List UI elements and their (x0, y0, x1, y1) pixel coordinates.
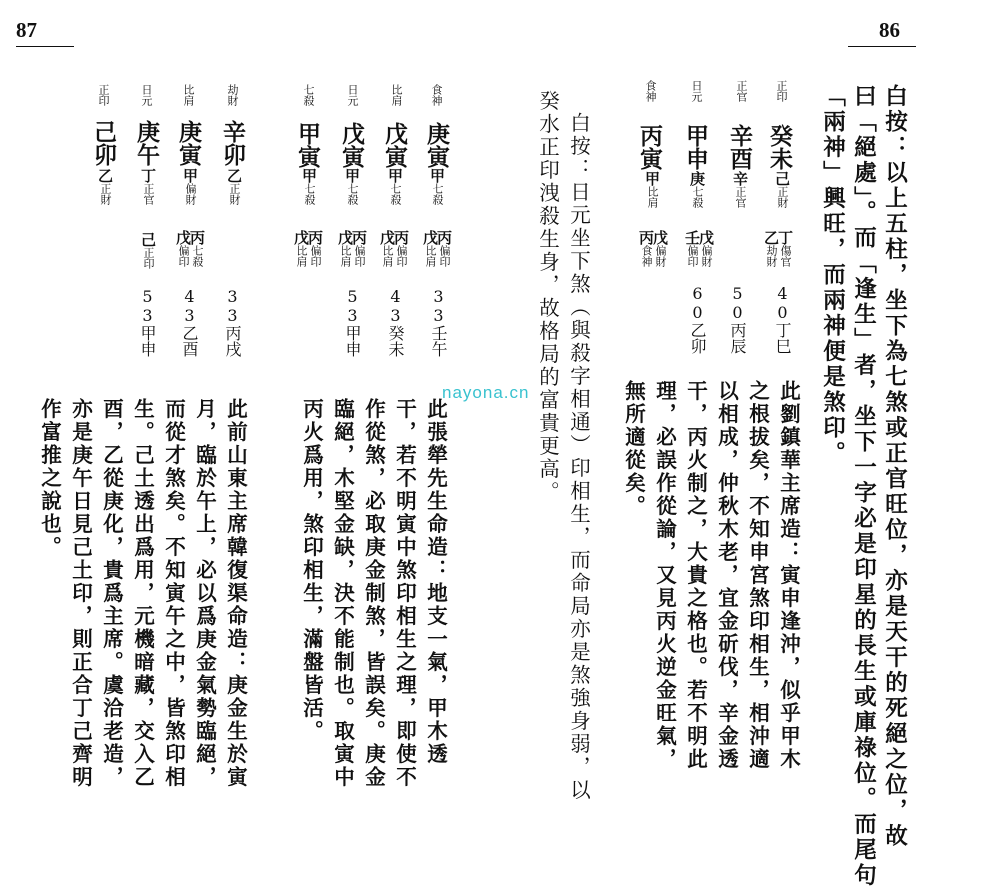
hidden-stem: 丙偏印 (435, 230, 453, 267)
pillar-label: 劫財 (226, 84, 239, 106)
commentary-line: 理，必誤作從論，又見丙火逆金旺氣， (652, 380, 677, 771)
hidden-stem: 甲七殺 (300, 168, 318, 205)
left-header-rule (16, 46, 74, 47)
hidden-stem: 己正印 (139, 232, 157, 269)
commentary-line: 癸水正印洩殺生身，故格局的富貴更高。 (535, 90, 560, 504)
hidden-stem: 乙正財 (96, 168, 114, 205)
commentary-line: 臨絕，木堅金缺，決不能制也。取寅中 (330, 398, 355, 789)
commentary-line: 以相成，仲秋木老，宜金斫伐，辛金透 (714, 380, 739, 771)
pillar-stem-branch: 戊寅 (338, 122, 365, 168)
commentary-line: 此劉鎮華主席造：寅申逢沖，似乎甲木 (776, 380, 801, 771)
pillar-stem-branch: 丙寅 (636, 124, 663, 170)
hidden-stem: 甲七殺 (386, 168, 404, 205)
pillar-label: 食神 (644, 80, 657, 102)
commentary-line: 作從煞，必取庚金制煞，皆誤矣。庚金 (361, 398, 386, 789)
hidden-stem: 辛正官 (731, 171, 749, 208)
pillar-stem-branch: 甲寅 (294, 122, 321, 168)
commentary-line: 而從才煞矣。不知寅午之中，皆煞印相 (161, 398, 186, 789)
hidden-stem: 丁傷官 (776, 230, 794, 267)
intro-line: 曰「絕處」。而「逢生」者，坐下一字必是印星的長生或庫祿位。而尾句 (850, 84, 877, 889)
luck-period: 40丁巳 (773, 284, 792, 354)
hidden-stem: 壬偏印 (683, 230, 701, 267)
luck-period: 33丙戌 (223, 287, 242, 357)
hidden-stem: 戊比肩 (378, 230, 396, 267)
pillar-label: 正印 (97, 84, 110, 106)
luck-period: 53甲申 (343, 287, 362, 357)
luck-period: 50丙辰 (728, 284, 747, 354)
hidden-stem: 戊偏財 (651, 230, 669, 267)
pillar-label: 食神 (430, 84, 443, 106)
commentary-line: 亦是庚午日見己土印，則正合丁己齊明 (68, 398, 93, 789)
hidden-stem: 戊偏財 (697, 230, 715, 267)
hidden-stem: 丙七殺 (188, 230, 206, 267)
commentary-line: 此前山東主席韓復渠命造：庚金生於寅 (223, 398, 248, 789)
hidden-stem: 甲比肩 (643, 171, 661, 208)
pillar-label: 比肩 (182, 84, 195, 106)
hidden-stem: 丙偏印 (306, 230, 324, 267)
hidden-stem: 戊比肩 (421, 230, 439, 267)
hidden-stem: 戊偏印 (174, 230, 192, 267)
hidden-stem: 甲七殺 (428, 168, 446, 205)
commentary-line: 干，若不明寅中煞印相生之理，即使不 (392, 398, 417, 789)
commentary-line: 此張犖先生命造：地支一氣，甲木透 (423, 398, 448, 766)
hidden-stem: 甲偏財 (181, 168, 199, 205)
pillar-stem-branch: 己卯 (90, 120, 117, 166)
commentary-line: 干，丙火制之，大貴之格也。若不明此 (683, 380, 708, 771)
hidden-stem: 丙食神 (637, 230, 655, 267)
luck-period: 53甲申 (138, 287, 157, 357)
intro-line: 「兩神」興旺，而兩神便是煞印。 (819, 84, 846, 467)
commentary-line: 生。己土透出爲用，元機暗藏，交入乙 (130, 398, 155, 789)
pillar-stem-branch: 庚午 (133, 120, 160, 166)
hidden-stem: 戊比肩 (336, 230, 354, 267)
commentary-line: 作富推之說也。 (37, 398, 62, 559)
pillar-stem-branch: 辛酉 (726, 124, 753, 170)
commentary-line: 酉，乙從庚化，貴爲主席。虞洽老造， (99, 398, 124, 789)
hidden-stem: 甲七殺 (343, 168, 361, 205)
pillar-label: 正官 (735, 80, 748, 102)
commentary-line: 月，臨於午上，必以爲庚金氣勢臨絕， (192, 398, 217, 789)
right-header-rule (848, 46, 916, 47)
pillar-stem-branch: 庚寅 (423, 122, 450, 168)
right-page-number: 86 (879, 18, 900, 42)
pillar-label: 日元 (690, 80, 703, 102)
pillar-stem-branch: 辛卯 (219, 120, 246, 166)
commentary-line: 白按：日元坐下煞（與殺字相通）印相生，而命局亦是煞強身弱，以 (566, 112, 591, 802)
pillar-stem-branch: 癸未 (766, 124, 793, 170)
luck-period: 43乙酉 (180, 287, 199, 357)
hidden-stem: 乙正財 (225, 168, 243, 205)
commentary-line: 丙火爲用，煞印相生，滿盤皆活。 (299, 398, 324, 743)
hidden-stem: 乙劫財 (762, 230, 780, 267)
pillar-stem-branch: 甲申 (682, 124, 709, 170)
left-page-number: 87 (16, 18, 37, 42)
luck-period: 60乙卯 (688, 284, 707, 354)
hidden-stem: 戊比肩 (292, 230, 310, 267)
pillar-stem-branch: 戊寅 (381, 122, 408, 168)
intro-line: 白按：以上五柱，坐下為七煞或正官旺位，亦是天干的死絕之位，故 (881, 84, 908, 849)
watermark-text: nayona.cn (442, 383, 530, 402)
hidden-stem: 己正財 (773, 171, 791, 208)
hidden-stem: 丁正官 (139, 168, 157, 205)
pillar-label: 日元 (346, 84, 359, 106)
hidden-stem: 丙偏印 (350, 230, 368, 267)
commentary-line: 之根拔矣，不知申宮煞印相生，相沖適 (745, 380, 770, 771)
hidden-stem: 丙偏印 (392, 230, 410, 267)
hidden-stem: 庚七殺 (688, 171, 706, 208)
pillar-label: 日元 (140, 84, 153, 106)
luck-period: 43癸未 (386, 287, 405, 357)
pillar-label: 正印 (775, 80, 788, 102)
pillar-label: 七殺 (302, 84, 315, 106)
luck-period: 33壬午 (429, 287, 448, 357)
pillar-label: 比肩 (390, 84, 403, 106)
commentary-line: 無所適從矣。 (621, 380, 646, 518)
pillar-stem-branch: 庚寅 (175, 120, 202, 166)
